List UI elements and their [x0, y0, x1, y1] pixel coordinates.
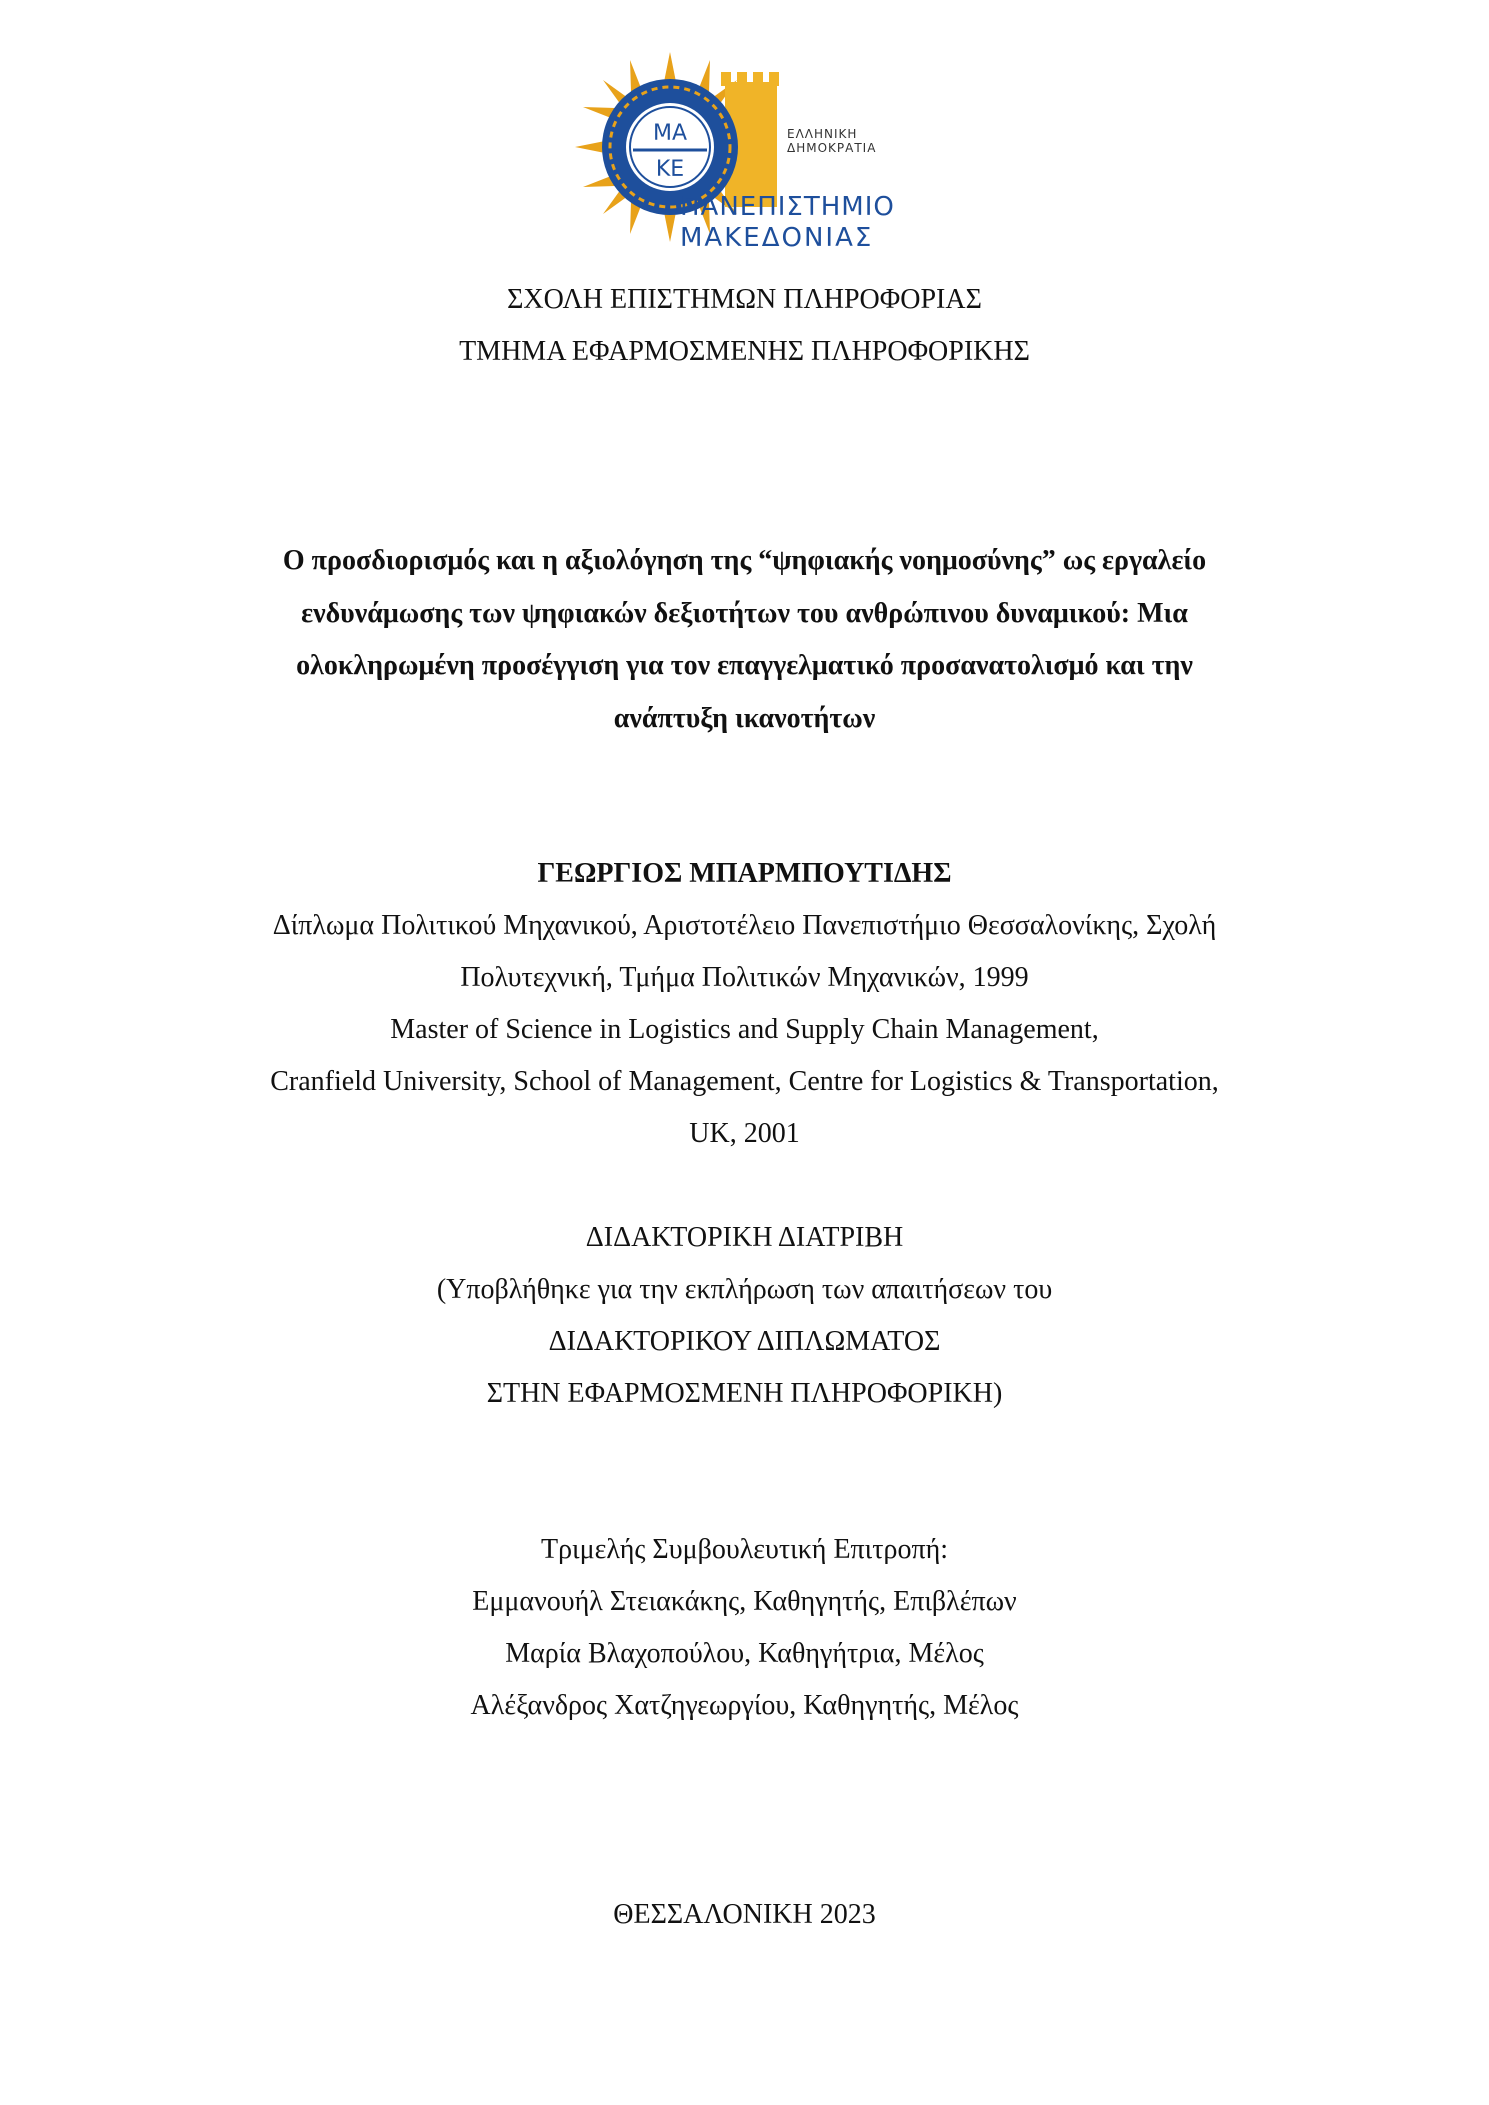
- city-year-block: [0, 1889, 1489, 1941]
- committee-heading: Τριμελής Συμβουλευτική Επιτροπή:: [540, 1534, 948, 1565]
- svg-text:ΔΗΜΟΚΡΑΤΙΑ: ΔΗΜΟΚΡΑΤΙΑ: [787, 141, 877, 155]
- university-logo: [575, 52, 905, 257]
- title-line: ανάπτυξη ικανοτήτων: [613, 702, 876, 734]
- committee-member: Μαρία Βλαχοπούλου, Καθηγήτρια, Μέλος: [505, 1638, 984, 1669]
- thesis-title: [0, 535, 1489, 745]
- faculty-block: [0, 274, 1489, 378]
- submission-line: (Υποβλήθηκε για την εκπλήρωση των απαιτήσεων του: [436, 1274, 1053, 1305]
- author-block: [0, 848, 1489, 1160]
- submission-line: ΔΙΔΑΚΤΟΡΙΚΟΥ ΔΙΠΛΩΜΑΤΟΣ: [548, 1326, 941, 1357]
- committee-member: Αλέξανδρος Χατζηγεωργίου, Καθηγητής, Μέλος: [470, 1690, 1019, 1721]
- svg-text:ΚΕ: ΚΕ: [655, 157, 685, 182]
- thesis-type-block: [0, 1212, 1489, 1420]
- svg-text:ΕΛΛΗΝΙΚΗ: ΕΛΛΗΝΙΚΗ: [787, 127, 858, 141]
- committee-member: Εμμανουήλ Στειακάκης, Καθηγητής, Επιβλέπων: [472, 1586, 1017, 1617]
- svg-text:ΠΑΝΕΠΙΣΤΗΜΙΟ: ΠΑΝΕΠΙΣΤΗΜΙΟ: [680, 192, 895, 222]
- department-name: ΤΜΗΜΑ ΕΦΑΡΜΟΣΜΕΝΗΣ ΠΛΗΡΟΦΟΡΙΚΗΣ: [459, 336, 1030, 367]
- university-of-macedonia-logo-icon: [575, 52, 905, 257]
- city-year: ΘΕΣΣΑΛΟΝΙΚΗ 2023: [613, 1899, 876, 1930]
- title-line: Ο προσδιορισμός και η αξιολόγηση της “ψηφιακής νοημοσύνης” ως εργαλείο: [282, 545, 1207, 576]
- svg-text:ΜΑΚΕΔΟΝΙΑΣ: ΜΑΚΕΔΟΝΙΑΣ: [680, 223, 874, 253]
- credential-line: Cranfield University, School of Management, Centre for Logistics & Transportation,: [270, 1066, 1219, 1097]
- school-name: ΣΧΟΛΗ ΕΠΙΣΤΗΜΩΝ ΠΛΗΡΟΦΟΡΙΑΣ: [507, 284, 982, 315]
- credential-line: Master of Science in Logistics and Supply Chain Management,: [390, 1014, 1099, 1045]
- title-line: ολοκληρωμένη προσέγγιση για τον επαγγελματικό προσανατολισμό και την: [296, 650, 1193, 681]
- thesis-type: ΔΙΔΑΚΤΟΡΙΚΗ ΔΙΑΤΡΙΒΗ: [585, 1222, 904, 1253]
- credential-line: Δίπλωμα Πολιτικού Μηχανικού, Αριστοτέλειο Πανεπιστήμιο Θεσσαλονίκης, Σχολή: [272, 910, 1217, 941]
- author-name: ΓΕΩΡΓΙΟΣ ΜΠΑΡΜΠΟΥΤΙΔΗΣ: [537, 858, 952, 889]
- svg-text:ΜΑ: ΜΑ: [652, 121, 688, 146]
- submission-line: ΣΤΗΝ ΕΦΑΡΜΟΣΜΕΝΗ ΠΛΗΡΟΦΟΡΙΚΗ): [486, 1378, 1003, 1409]
- committee-block: [0, 1524, 1489, 1732]
- credential-line: Πολυτεχνική, Τμήμα Πολιτικών Μηχανικών, 1999: [460, 962, 1029, 993]
- credential-line: UK, 2001: [689, 1118, 800, 1149]
- title-line: ενδυνάμωσης των ψηφιακών δεξιοτήτων του ανθρώπινου δυναμικού: Μια: [301, 597, 1188, 629]
